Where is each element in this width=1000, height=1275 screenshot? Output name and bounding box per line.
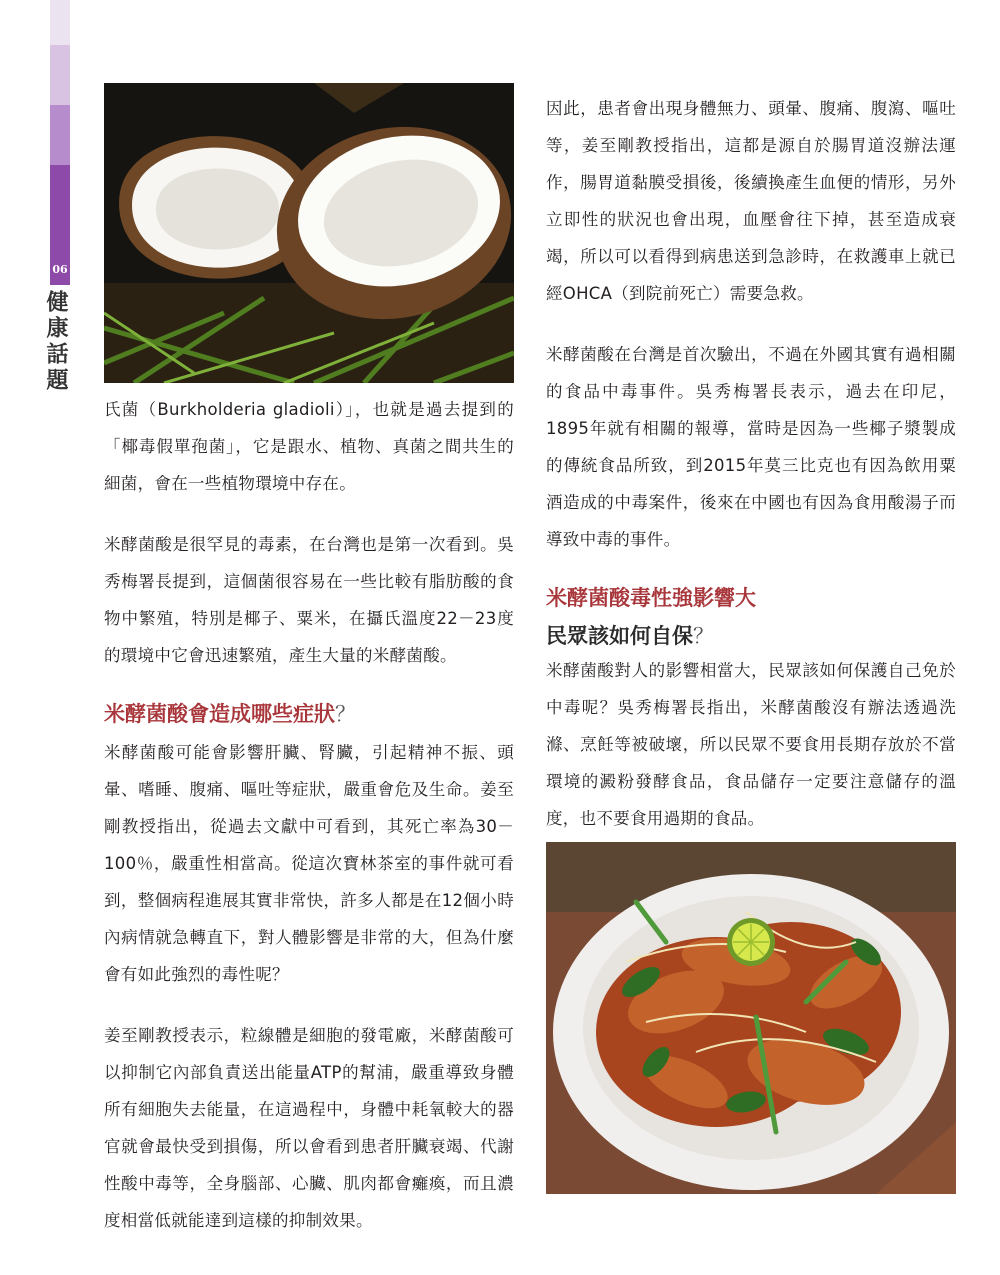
section-subheading (546, 620, 956, 650)
body-paragraph: 米酵菌酸是很罕見的毒素，在台灣也是第一次看到。吳秀梅署長提到，這個菌很容易在一些比較有脂肪酸的食物中繁殖，特別是椰子、粟米，在攝氏溫度22－23度的環境中它會迅速繁殖，產生大量的米酵菌酸。 (104, 535, 514, 665)
section-heading (104, 698, 514, 728)
body-paragraph: 米酵菌酸可能會影響肝臟、腎臟，引起精神不振、頭暈、嗜睡、腹痛、嘔吐等症狀，嚴重會危及生命。姜至剛教授指出，從過去文獻中可看到，其死亡率為30－100％，嚴重性相當高。從這次寶林茶室的事件就可看到，整個病程進展其實非常快，許多人都是在12個小時內病情就急轉直下，對人體影響是非常的大，但為什麼會有如此強烈的毒性呢？ (104, 743, 514, 984)
side-bar-segment (50, 45, 70, 105)
page-number: 06 (52, 263, 68, 276)
body-paragraph: 因此，患者會出現身體無力、頭暈、腹痛、腹瀉、嘔吐等，姜至剛教授指出，這都是源自於腸胃道沒辦法運作，腸胃道黏膜受損後，後續換產生血便的情形，另外立即性的狀況也會出現，血壓會往下掉，甚至造成衰竭，所以可以看得到病患送到急診時，在救護車上就已經OHCA（到院前死亡）需要急救。 (546, 99, 956, 303)
noodle-dish-photo (546, 842, 956, 1194)
heading-text: 民眾該如何自保 (546, 624, 693, 648)
coconut-photo (104, 83, 514, 383)
side-bar-segment (50, 105, 70, 165)
heading-text: 米酵菌酸會造成哪些症狀 (104, 702, 335, 726)
left-column (104, 391, 514, 1239)
heading-question-mark: ？ (335, 702, 356, 726)
body-paragraph: 米酵菌酸在台灣是首次驗出，不過在外國其實有過相關的食品中毒事件。吳秀梅署長表示，過去在印尼，1895年就有相關的報導，當時是因為一些椰子漿製成的傳統食品所致，到2015年莫三比克也有因為飲用粟酒造成的中毒案件，後來在中國也有因為食用酸湯子而導致中毒的事件。 (546, 345, 956, 549)
right-column (546, 90, 956, 837)
body-paragraph: 氏菌（Burkholderia gladioli）」，也就是過去提到的「椰毒假單孢菌」，它是跟水、植物、真菌之間共生的細菌，會在一些植物環境中存在。 (104, 400, 514, 493)
section-heading: 米酵菌酸毒性強影響大 (546, 586, 756, 610)
section-label: 健康話題 (43, 290, 69, 394)
side-color-bar (50, 0, 70, 285)
heading-question-mark: ？ (693, 624, 714, 648)
side-bar-segment (50, 0, 70, 45)
body-paragraph: 米酵菌酸對人的影響相當大，民眾該如何保護自己免於中毒呢？吳秀梅署長指出，米酵菌酸沒有辦法透過洗滌、烹飪等被破壞，所以民眾不要食用長期存放於不當環境的澱粉發酵食品，食品儲存一定要注意儲存的溫度，也不要食用過期的食品。 (546, 661, 956, 828)
body-paragraph: 姜至剛教授表示，粒線體是細胞的發電廠，米酵菌酸可以抑制它內部負責送出能量ATP的幫浦，嚴重導致身體所有細胞失去能量，在這過程中，身體中耗氧較大的器官就會最快受到損傷，所以會看到患者肝臟衰竭、代謝性酸中毒等，全身腦部、心臟、肌肉都會癱瘓，而且濃度相當低就能達到這樣的抑制效果。 (104, 1026, 514, 1230)
